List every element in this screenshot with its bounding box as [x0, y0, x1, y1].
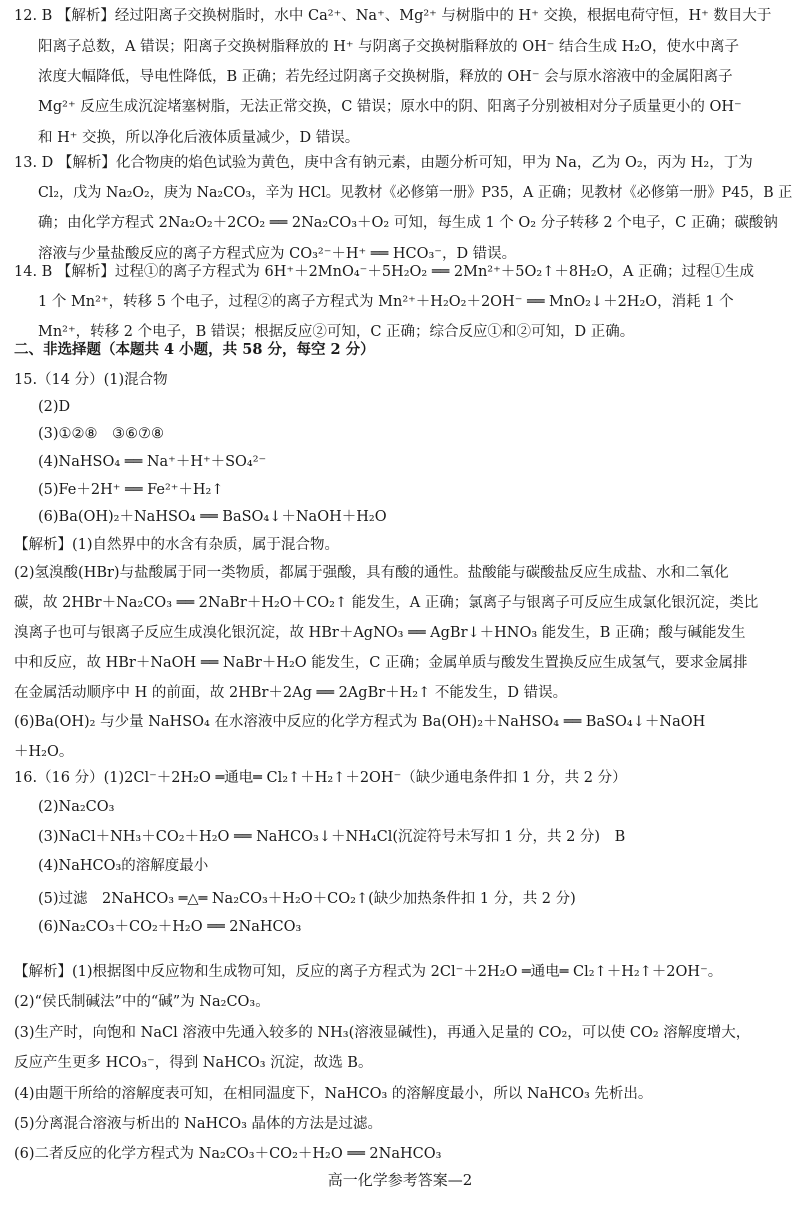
q15-analysis-2: (2)氢溴酸(HBr)与盐酸属于同一类物质，都属于强酸，具有酸的通性。盐酸能与碳酸盐反应生成盐、水和二氧化	[14, 565, 729, 581]
section-heading-non-choice: 二、非选择题（本题共 4 小题，共 58 分，每空 2 分）	[14, 341, 375, 358]
q12-line-1: 12. B 【解析】经过阳离子交换树脂时，水中 Ca²⁺、Na⁺、Mg²⁺ 与树脂中的 H⁺ 交换，根据电荷守恒，H⁺ 数目大于	[14, 8, 772, 24]
q15-analysis-1: 【解析】(1)自然界中的水含有杂质，属于混合物。	[14, 537, 340, 553]
q15-analysis-3: 碳，故 2HBr＋Na₂CO₃ ══ 2NaBr＋H₂O＋CO₂↑ 能发生，A 正确；氯离子与银离子可反应生成氯化银沉淀，类比	[14, 595, 759, 611]
q16-answer-5: (5)过滤 2NaHCO₃ ═△═ Na₂CO₃＋H₂O＋CO₂↑(缺少加热条件扣 1 分，共 2 分)	[38, 891, 576, 907]
page-footer: 高一化学参考答案—2	[327, 1171, 473, 1189]
q16-answer-4: (4)NaHCO₃的溶解度最小	[38, 858, 209, 874]
q16-answer-6: (6)Na₂CO₃＋CO₂＋H₂O ══ 2NaHCO₃	[38, 919, 302, 935]
q12-line-5: 和 H⁺ 交换，所以净化后液体质量减少，D 错误。	[38, 130, 360, 146]
q15-analysis-8: ＋H₂O。	[14, 744, 74, 760]
q15-answer-4: (4)NaHSO₄ ══ Na⁺＋H⁺＋SO₄²⁻	[38, 454, 267, 470]
q15-answer-2: (2)D	[38, 399, 71, 415]
q12-line-4: Mg²⁺ 反应生成沉淀堵塞树脂，无法正常交换，C 错误；原水中的阴、阳离子分别被相对分子质量更小的 OH⁻	[38, 99, 742, 115]
q16-analysis-1: 【解析】(1)根据图中反应物和生成物可知，反应的离子方程式为 2Cl⁻＋2H₂O ═通电═ Cl₂↑＋H₂↑＋2OH⁻。	[14, 964, 723, 980]
q15-analysis-6: 在金属活动顺序中 H 的前面，故 2HBr＋2Ag ══ 2AgBr＋H₂↑ 不能发生，D 错误。	[14, 685, 568, 701]
q16-analysis-6: (5)分离混合溶液与析出的 NaHCO₃ 晶体的方法是过滤。	[14, 1116, 383, 1132]
q13-line-1: 13. D 【解析】化合物庚的焰色试验为黄色，庚中含有钠元素，由题分析可知，甲为 Na，乙为 O₂，丙为 H₂，丁为	[14, 155, 753, 171]
q15-answer-3: (3)①②⑧ ③⑥⑦⑧	[38, 426, 165, 442]
q13-line-3: 确；由化学方程式 2Na₂O₂＋2CO₂ ══ 2Na₂CO₃＋O₂ 可知，每生成 1 个 O₂ 分子转移 2 个电子，C 正确；碳酸钠	[38, 215, 778, 231]
q16-analysis-4: 反应产生更多 HCO₃⁻，得到 NaHCO₃ 沉淀，故选 B。	[14, 1055, 373, 1071]
q16-analysis-5: (4)由题干所给的溶解度表可知，在相同温度下，NaHCO₃ 的溶解度最小，所以 NaHCO₃ 先析出。	[14, 1086, 653, 1102]
q12-line-3: 浓度大幅降低，导电性降低，B 正确；若先经过阴离子交换树脂，释放的 OH⁻ 会与原水溶液中的金属阳离子	[38, 69, 733, 85]
q15-answer-1: 15.（14 分）(1)混合物	[14, 372, 168, 388]
q16-answer-3: (3)NaCl＋NH₃＋CO₂＋H₂O ══ NaHCO₃↓＋NH₄Cl(沉淀符号未写扣 1 分，共 2 分) B	[38, 829, 626, 845]
q14-line-3: Mn²⁺，转移 2 个电子，B 错误；根据反应②可知，C 正确；综合反应①和②可知，D 正确。	[38, 324, 635, 340]
q15-answer-5: (5)Fe＋2H⁺ ══ Fe²⁺＋H₂↑	[38, 482, 224, 498]
q16-answer-1: 16.（16 分）(1)2Cl⁻＋2H₂O ═通电═ Cl₂↑＋H₂↑＋2OH⁻（缺少通电条件扣 1 分，共 2 分）	[14, 770, 627, 786]
q12-line-2: 阳离子总数，A 错误；阳离子交换树脂释放的 H⁺ 与阴离子交换树脂释放的 OH⁻ 结合生成 H₂O，使水中离子	[38, 39, 739, 55]
q16-analysis-2: (2)“侯氏制碱法”中的“碱”为 Na₂CO₃。	[14, 994, 270, 1010]
q16-analysis-3: (3)生产时，向饱和 NaCl 溶液中先通入较多的 NH₃(溶液显碱性)，再通入足量的 CO₂，可以使 CO₂ 溶解度增大，	[14, 1025, 751, 1041]
q15-answer-6: (6)Ba(OH)₂＋NaHSO₄ ══ BaSO₄↓＋NaOH＋H₂O	[38, 509, 387, 525]
q15-analysis-4: 溴离子也可与银离子反应生成溴化银沉淀，故 HBr＋AgNO₃ ══ AgBr↓＋HNO₃ 能发生，B 正确；酸与碱能发生	[14, 625, 746, 641]
q15-analysis-5: 中和反应，故 HBr＋NaOH ══ NaBr＋H₂O 能发生，C 正确；金属单质与酸发生置换反应生成氢气，要求金属排	[14, 655, 748, 671]
q13-line-2: Cl₂，戊为 Na₂O₂，庚为 Na₂CO₃，辛为 HCl。见教材《必修第一册》P35，A 正确；见教材《必修第一册》P45，B 正	[38, 185, 793, 201]
q16-answer-2: (2)Na₂CO₃	[38, 799, 115, 815]
q15-analysis-7: (6)Ba(OH)₂ 与少量 NaHSO₄ 在水溶液中反应的化学方程式为 Ba(OH)₂＋NaHSO₄ ══ BaSO₄↓＋NaOH	[14, 714, 706, 730]
q14-line-2: 1 个 Mn²⁺，转移 5 个电子，过程②的离子方程式为 Mn²⁺＋H₂O₂＋2OH⁻ ══ MnO₂↓＋2H₂O，消耗 1 个	[38, 294, 734, 310]
q13-line-4: 溶液与少量盐酸反应的离子方程式应为 CO₃²⁻＋H⁺ ══ HCO₃⁻，D 错误。	[38, 246, 517, 262]
q16-analysis-7: (6)二者反应的化学方程式为 Na₂CO₃＋CO₂＋H₂O ══ 2NaHCO₃	[14, 1146, 442, 1162]
q14-line-1: 14. B 【解析】过程①的离子方程式为 6H⁺＋2MnO₄⁻＋5H₂O₂ ══ 2Mn²⁺＋5O₂↑＋8H₂O，A 正确；过程①生成	[14, 264, 754, 280]
